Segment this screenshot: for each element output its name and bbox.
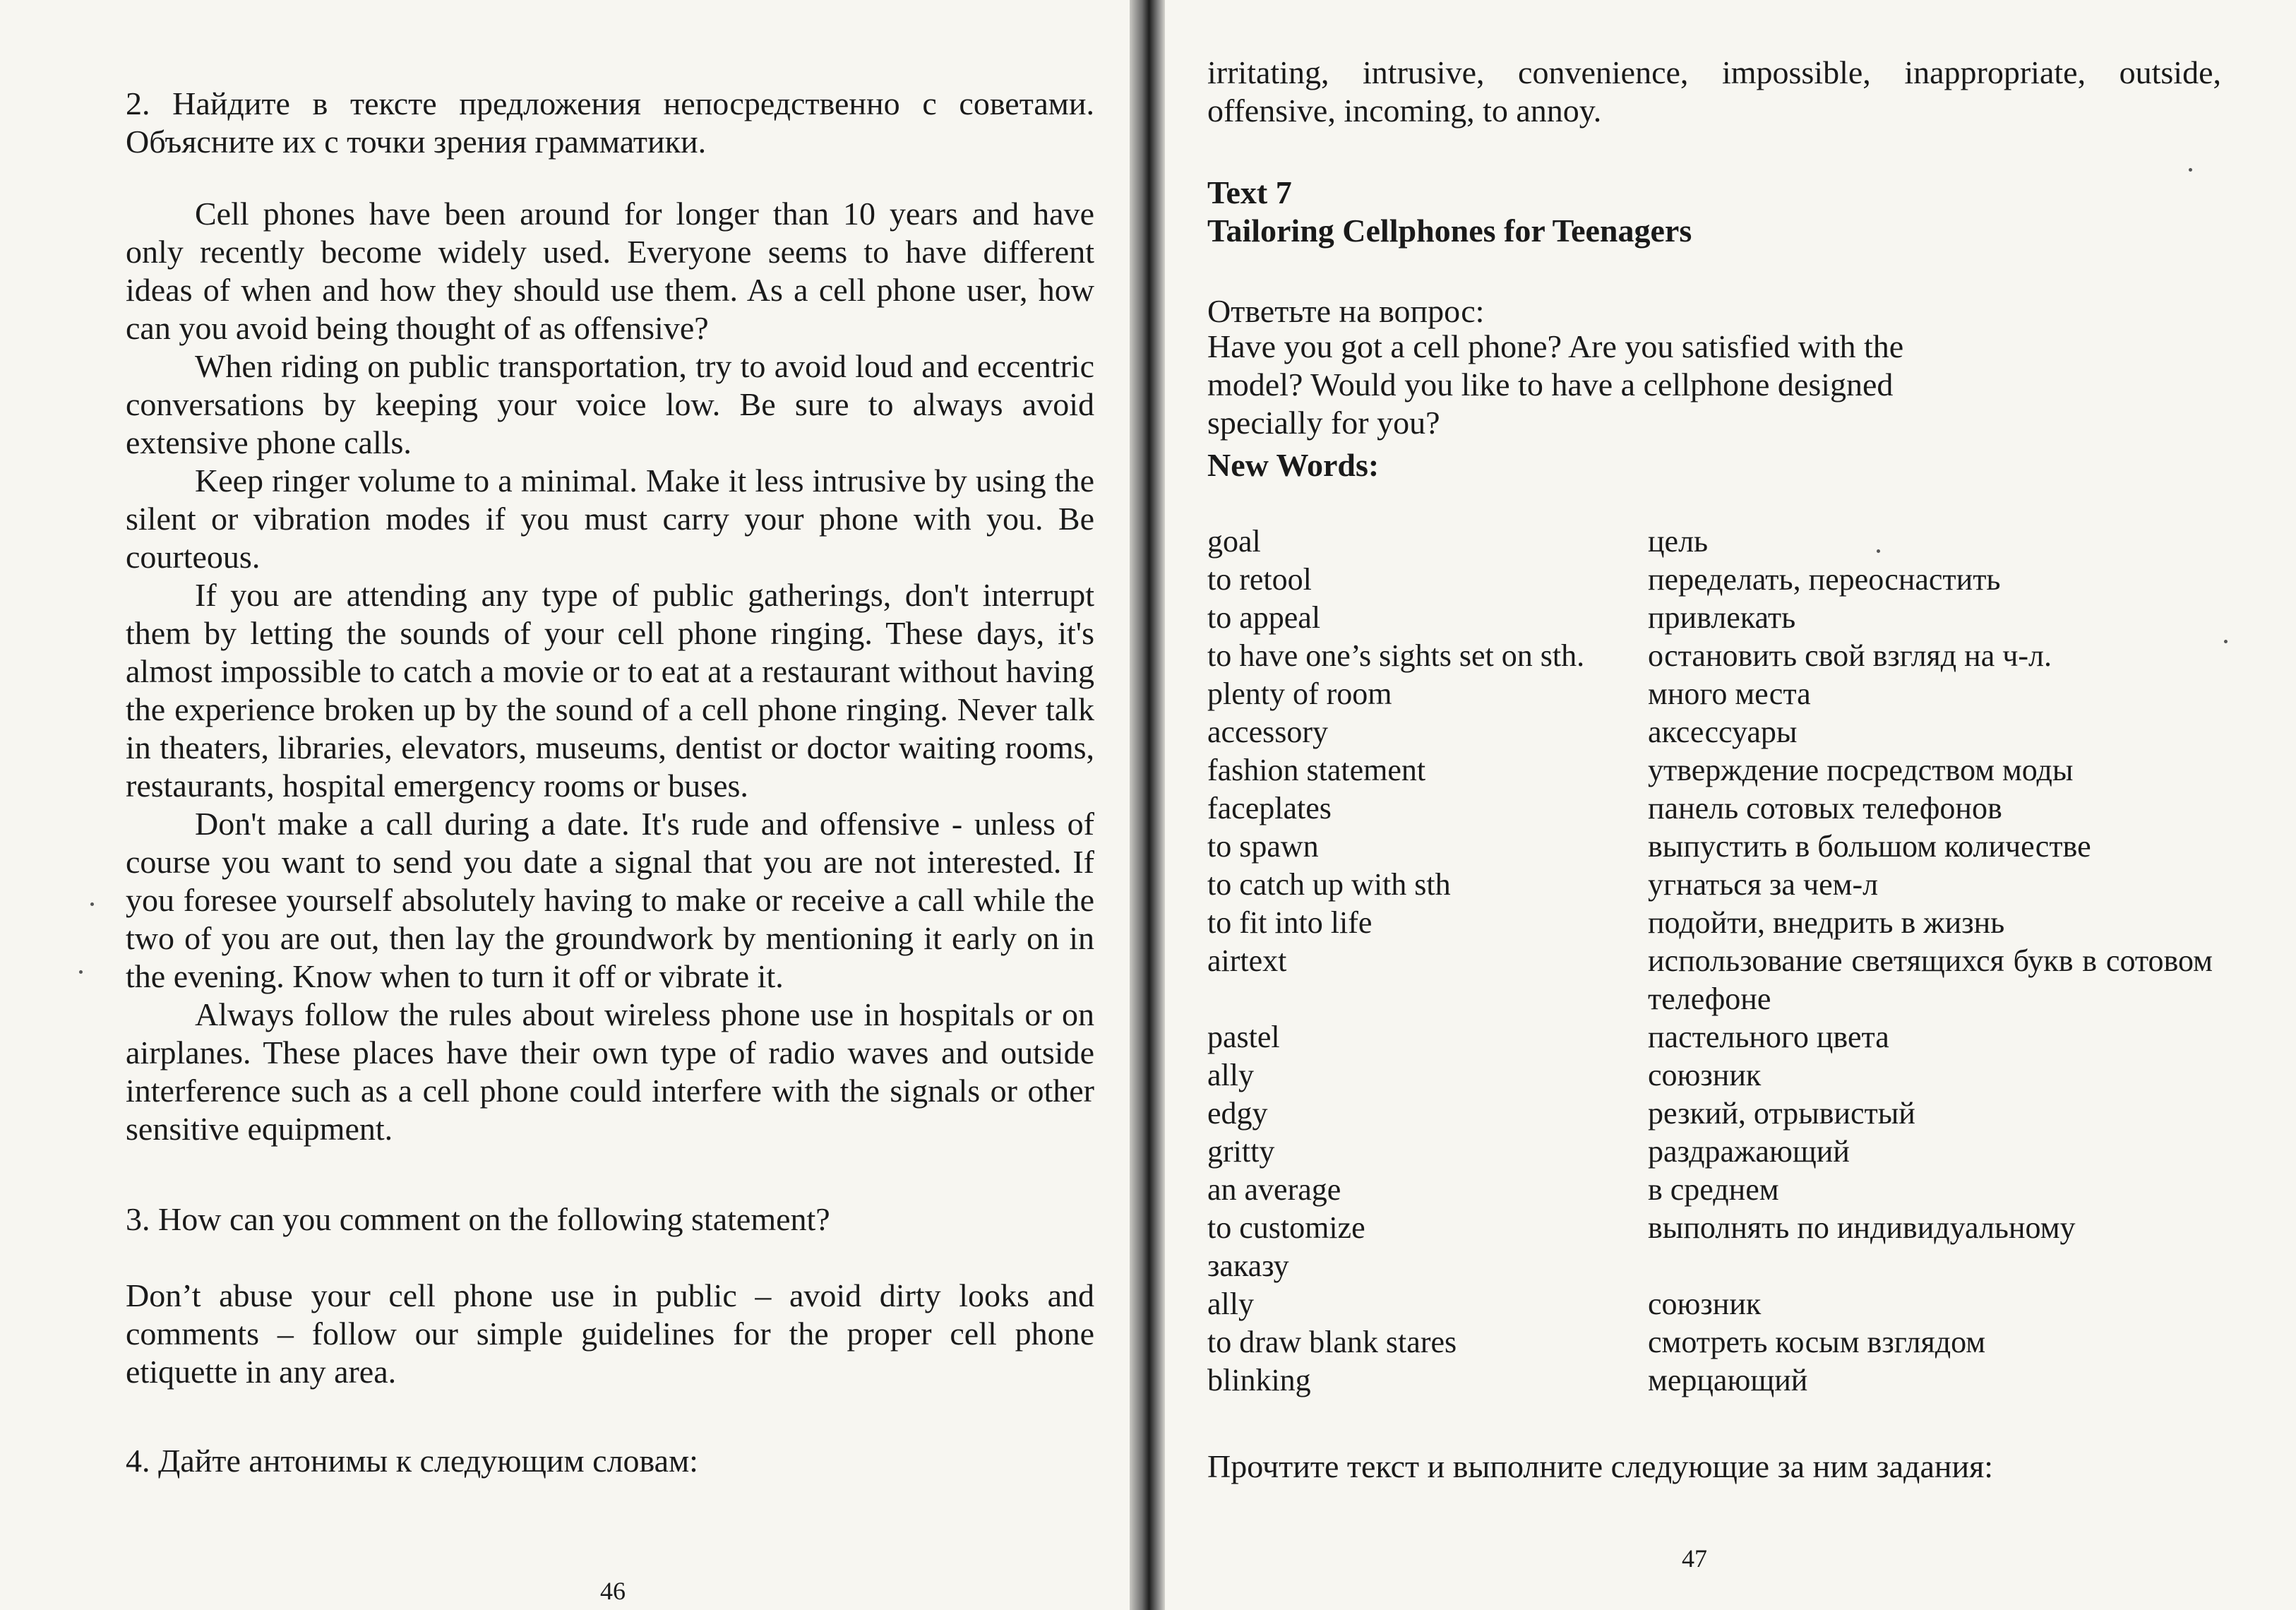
- right-page: [1165, 0, 2296, 1610]
- vocab-russian: использование светящихся букв в сотовом телефоне: [1648, 943, 2213, 1016]
- article-paragraph-1: Cell phones have been around for longer than 10 years and have only recently become widely used. Everyone seems to have different ideas of when and how they should use them. As a cell phone user, how can you avoid being thought of as offensive?: [126, 196, 1094, 346]
- vocab-russian: пастельного цвета: [1648, 1020, 1889, 1054]
- vocab-english: gritty: [1207, 1134, 1275, 1169]
- vocab-english: goal: [1207, 524, 1261, 559]
- vocab-english: to spawn: [1207, 829, 1319, 864]
- book-gutter: [1130, 0, 1165, 1610]
- vocab-russian: смотреть косым взглядом: [1648, 1325, 1986, 1359]
- scan-speck: [2224, 640, 2228, 643]
- vocab-english: ally: [1207, 1058, 1254, 1092]
- vocab-english: an average: [1207, 1172, 1341, 1207]
- vocab-english: ally: [1207, 1287, 1254, 1321]
- vocab-russian: мерцающий: [1648, 1363, 1808, 1397]
- vocab-english: accessory: [1207, 715, 1329, 749]
- vocab-russian: утверждение посредством моды: [1648, 753, 2074, 787]
- vocab-russian: союзник: [1648, 1058, 1762, 1092]
- vocab-russian: в среднем: [1648, 1172, 1779, 1207]
- text-label: Text 7: [1207, 174, 1292, 210]
- left-page: [0, 0, 1130, 1610]
- vocab-russian: союзник: [1648, 1287, 1762, 1321]
- question-text: Have you got a cell phone? Are you satisfied with the model? Would you like to have a cellphone designed specially for you?: [1207, 328, 1904, 441]
- task-3-question: 3. How can you comment on the following statement?: [126, 1201, 830, 1237]
- vocab-english: edgy: [1207, 1096, 1268, 1131]
- vocab-english: заказу: [1207, 1248, 1289, 1283]
- vocab-russian: переделать, переоснастить: [1648, 562, 2001, 597]
- article-paragraph-6: Always follow the rules about wireless phone use in hospitals or on airplanes. These places have their own type of radio waves and outside interference such as a cell phone could interfere with the signals or other sensitive equipment.: [126, 996, 1094, 1147]
- vocab-russian: выпустить в большом количестве: [1648, 829, 2091, 864]
- vocab-english: to catch up with sth: [1207, 867, 1451, 902]
- vocab-english: to retool: [1207, 562, 1312, 597]
- article-paragraph-4: If you are attending any type of public gatherings, don't interrupt them by letting the sounds of your cell phone ringing. These days, it's almost impossible to catch a movie or to eat at a restaurant without having the experience broken up by the sound of a cell phone ringing. Never talk in theaters, libraries, elevators, museums, dentist or doctor waiting rooms, restaurants, hospital emergency rooms or buses.: [126, 577, 1094, 804]
- task-2-instruction: 2. Найдите в тексте предложения непосредственно с советами. Объясните их с точки зрения грамматики.: [126, 85, 1094, 160]
- vocab-russian: угнаться за чем-л: [1648, 867, 1879, 902]
- vocab-russian: панель сотовых телефонов: [1648, 791, 2002, 825]
- article-paragraph-2: When riding on public transportation, try to avoid loud and eccentric conversations by keeping your voice low. Be sure to always avoid extensive phone calls.: [126, 348, 1094, 460]
- vocab-russian: привлекать: [1648, 600, 1796, 635]
- vocab-english: to fit into life: [1207, 905, 1373, 940]
- scan-speck: [79, 970, 83, 974]
- vocab-russian: много места: [1648, 676, 1811, 711]
- vocab-russian: резкий, отрывистый: [1648, 1096, 1915, 1131]
- reading-instruction: Прочтите текст и выполните следующие за ним задания:: [1207, 1448, 1994, 1484]
- vocab-russian: подойти, внедрить в жизнь: [1648, 905, 2005, 940]
- vocab-english: blinking: [1207, 1363, 1311, 1397]
- vocab-russian: выполнять по индивидуальному: [1648, 1210, 2076, 1245]
- scan-speck: [90, 902, 94, 906]
- vocab-english: airtext: [1207, 943, 1287, 978]
- article-paragraph-3: Keep ringer volume to a minimal. Make it less intrusive by using the silent or vibration modes if you must carry your phone with you. Be courteous.: [126, 463, 1094, 575]
- vocab-english: to customize: [1207, 1210, 1365, 1245]
- vocab-english: pastel: [1207, 1020, 1280, 1054]
- statement-text: Don’t abuse your cell phone use in public – avoid dirty looks and comments – follow our simple guidelines for the proper cell phone etiquette in any area.: [126, 1277, 1094, 1390]
- question-prompt: Ответьте на вопрос:: [1207, 293, 1485, 329]
- vocab-russian: цель: [1648, 524, 1709, 559]
- vocab-russian: раздражающий: [1648, 1134, 1850, 1169]
- scan-speck: [2189, 168, 2192, 172]
- page-number: 47: [1682, 1544, 1707, 1573]
- antonym-word-list: irritating, intrusive, convenience, impossible, inappropriate, outside, offensive, incoming, to annoy.: [1207, 54, 2221, 129]
- vocab-russian: аксессуары: [1648, 715, 1798, 749]
- article-body: [126, 195, 1094, 1148]
- vocab-english: to draw blank stares: [1207, 1325, 1457, 1359]
- text-title: Tailoring Cellphones for Teenagers: [1207, 213, 1692, 249]
- vocab-english: fashion statement: [1207, 753, 1426, 787]
- new-words-heading: New Words:: [1207, 447, 1380, 483]
- vocab-english: faceplates: [1207, 791, 1332, 825]
- vocab-english: to appeal: [1207, 600, 1321, 635]
- article-paragraph-5: Don't make a call during a date. It's rude and offensive - unless of course you want to send you date a signal that you are not interested. If you foresee yourself absolutely having to make or receive a call while the two of you are out, then lay the groundwork by mentioning it early on in the evening. Know when to turn it off or vibrate it.: [126, 806, 1094, 994]
- task-4-instruction: 4. Дайте антонимы к следующим словам:: [126, 1443, 698, 1479]
- vocabulary-table: [1207, 523, 2224, 1412]
- vocab-english: to have one’s sights set on sth.: [1207, 638, 1585, 673]
- vocab-russian: остановить свой взгляд на ч-л.: [1648, 638, 2052, 673]
- vocab-english: plenty of room: [1207, 676, 1392, 711]
- page-number: 46: [600, 1577, 626, 1605]
- scan-speck: [1877, 549, 1880, 553]
